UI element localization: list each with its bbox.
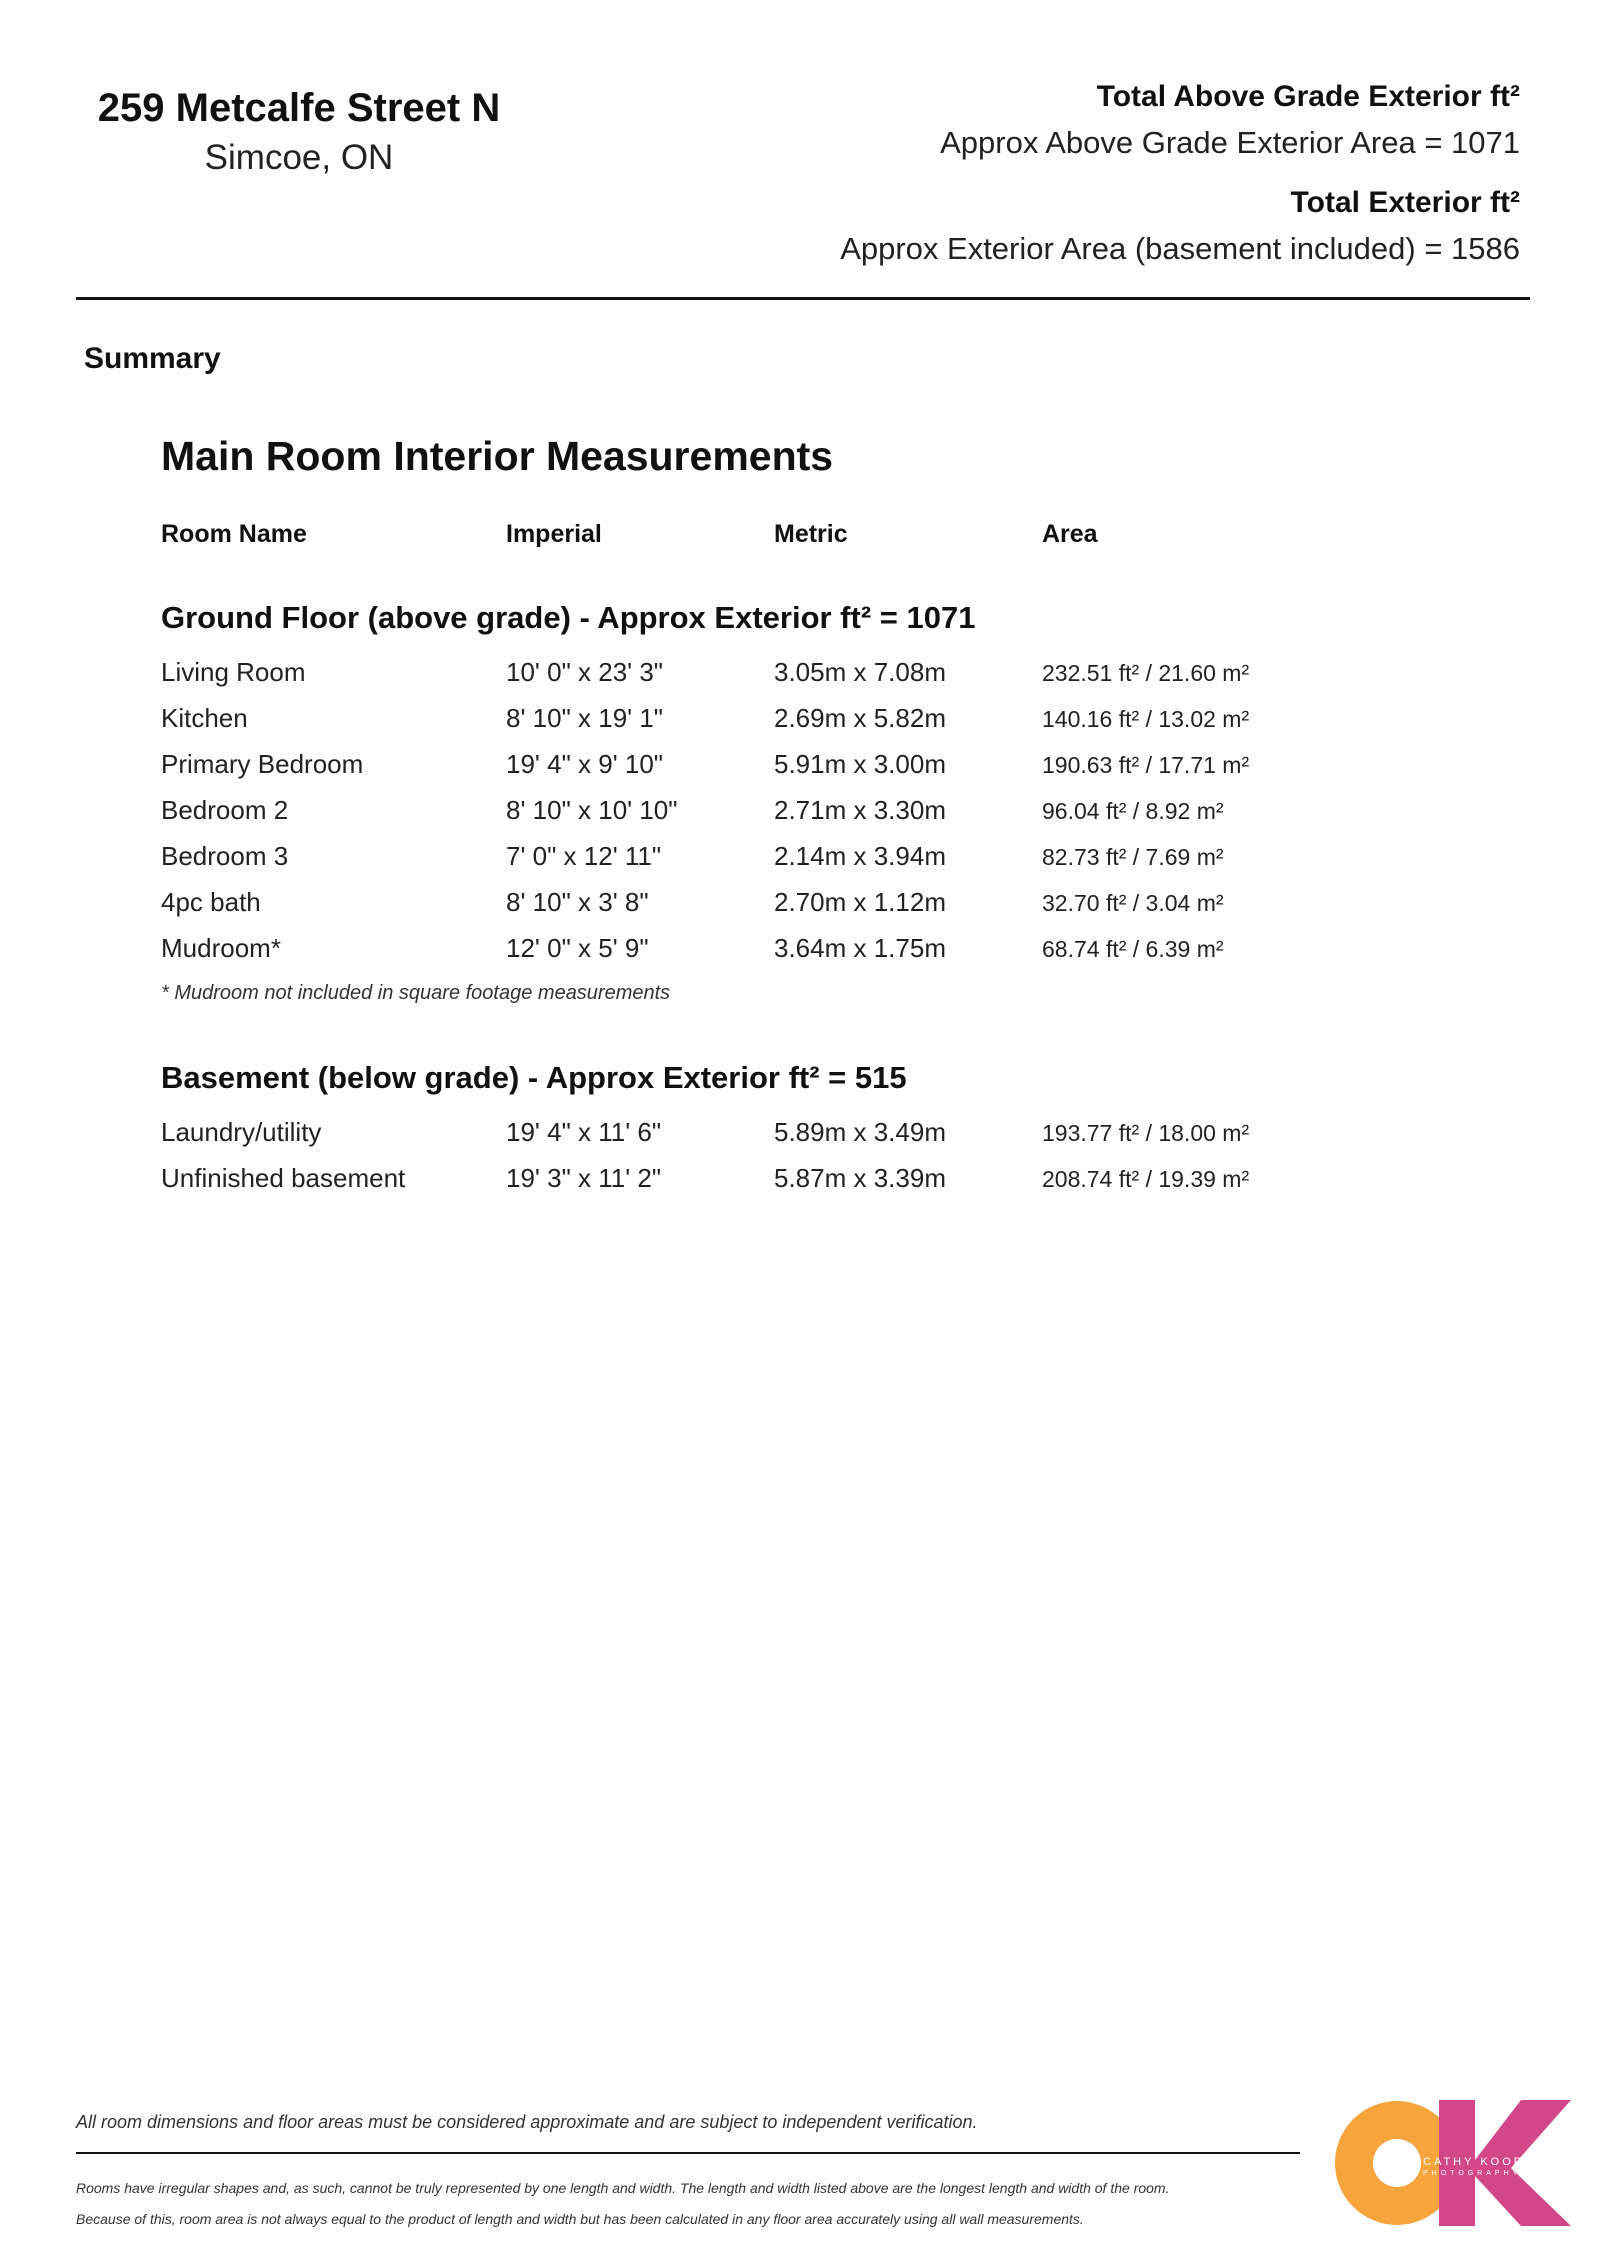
room-imperial: 10' 0" x 23' 3" <box>506 657 664 687</box>
room-area: 232.51 ft² / 21.60 m² <box>1042 660 1250 686</box>
ground-floor-heading: Ground Floor (above grade) - Approx Exterior ft² = 1071 <box>161 600 976 635</box>
col-header-room: Room Name <box>161 520 307 548</box>
logo-line-2: PHOTOGRAPHY <box>1423 2170 1522 2177</box>
room-metric: 3.64m x 1.75m <box>774 933 946 963</box>
room-name: Bedroom 3 <box>161 841 289 871</box>
col-header-imperial: Imperial <box>506 520 602 548</box>
room-area: 82.73 ft² / 7.69 m² <box>1042 844 1224 870</box>
room-metric: 5.91m x 3.00m <box>774 749 946 779</box>
room-name: Living Room <box>161 657 306 687</box>
room-metric: 2.70m x 1.12m <box>774 887 946 917</box>
room-imperial: 19' 3" x 11' 2" <box>506 1163 662 1193</box>
basement-heading: Basement (below grade) - Approx Exterior ft² = 515 <box>161 1060 907 1095</box>
room-imperial: 19' 4" x 11' 6" <box>506 1117 662 1147</box>
above-grade-label: Total Above Grade Exterior ft² <box>1096 80 1520 113</box>
company-logo <box>1335 2098 1575 2228</box>
logo-line-1: CATHY KOOP <box>1423 2156 1525 2168</box>
room-name: 4pc bath <box>161 887 261 917</box>
summary-heading: Summary <box>84 342 221 375</box>
room-name: Primary Bedroom <box>161 749 364 779</box>
footer-divider <box>76 2152 1300 2154</box>
room-imperial: 19' 4" x 9' 10" <box>506 749 664 779</box>
room-area: 208.74 ft² / 19.39 m² <box>1042 1166 1250 1192</box>
header-divider <box>76 297 1530 300</box>
room-area: 190.63 ft² / 17.71 m² <box>1042 752 1250 778</box>
room-metric: 2.69m x 5.82m <box>774 703 946 733</box>
property-city: Simcoe, ON <box>204 138 394 177</box>
room-metric: 3.05m x 7.08m <box>774 657 946 687</box>
footer-note-line-1: Rooms have irregular shapes and, as such, cannot be truly represented by one length and width. The length and width listed above are the longest length and width of the room. <box>76 2180 1170 2196</box>
footer-note-line-2: Because of this, room area is not always equal to the product of length and width but has been calculated in any floor area accurately using all wall measurements. <box>76 2211 1084 2227</box>
room-name: Kitchen <box>161 703 248 733</box>
property-address: 259 Metcalfe Street N <box>97 86 501 130</box>
mudroom-note: * Mudroom not included in square footage measurements <box>161 982 671 1004</box>
room-metric: 5.89m x 3.49m <box>774 1117 946 1147</box>
main-title: Main Room Interior Measurements <box>161 433 834 479</box>
total-exterior-value: Approx Exterior Area (basement included) = 1586 <box>840 231 1520 266</box>
room-imperial: 8' 10" x 10' 10" <box>506 795 678 825</box>
room-area: 96.04 ft² / 8.92 m² <box>1042 798 1224 824</box>
room-area: 32.70 ft² / 3.04 m² <box>1042 890 1224 916</box>
room-imperial: 8' 10" x 19' 1" <box>506 703 664 733</box>
room-name: Mudroom* <box>161 933 281 963</box>
room-name: Bedroom 2 <box>161 795 289 825</box>
room-imperial: 12' 0" x 5' 9" <box>506 933 649 963</box>
above-grade-value: Approx Above Grade Exterior Area = 1071 <box>940 125 1520 160</box>
room-metric: 5.87m x 3.39m <box>774 1163 946 1193</box>
col-header-area: Area <box>1042 520 1098 548</box>
room-area: 68.74 ft² / 6.39 m² <box>1042 936 1224 962</box>
room-metric: 2.14m x 3.94m <box>774 841 946 871</box>
room-imperial: 7' 0" x 12' 11" <box>506 841 662 871</box>
disclaimer-text: All room dimensions and floor areas must be considered approximate and are subject to independent verification. <box>76 2112 978 2132</box>
room-metric: 2.71m x 3.30m <box>774 795 946 825</box>
room-imperial: 8' 10" x 3' 8" <box>506 887 649 917</box>
room-area: 193.77 ft² / 18.00 m² <box>1042 1120 1250 1146</box>
col-header-metric: Metric <box>774 520 848 548</box>
room-area: 140.16 ft² / 13.02 m² <box>1042 706 1250 732</box>
room-name: Unfinished basement <box>161 1163 406 1193</box>
total-exterior-label: Total Exterior ft² <box>1290 186 1520 219</box>
room-name: Laundry/utility <box>161 1117 322 1147</box>
